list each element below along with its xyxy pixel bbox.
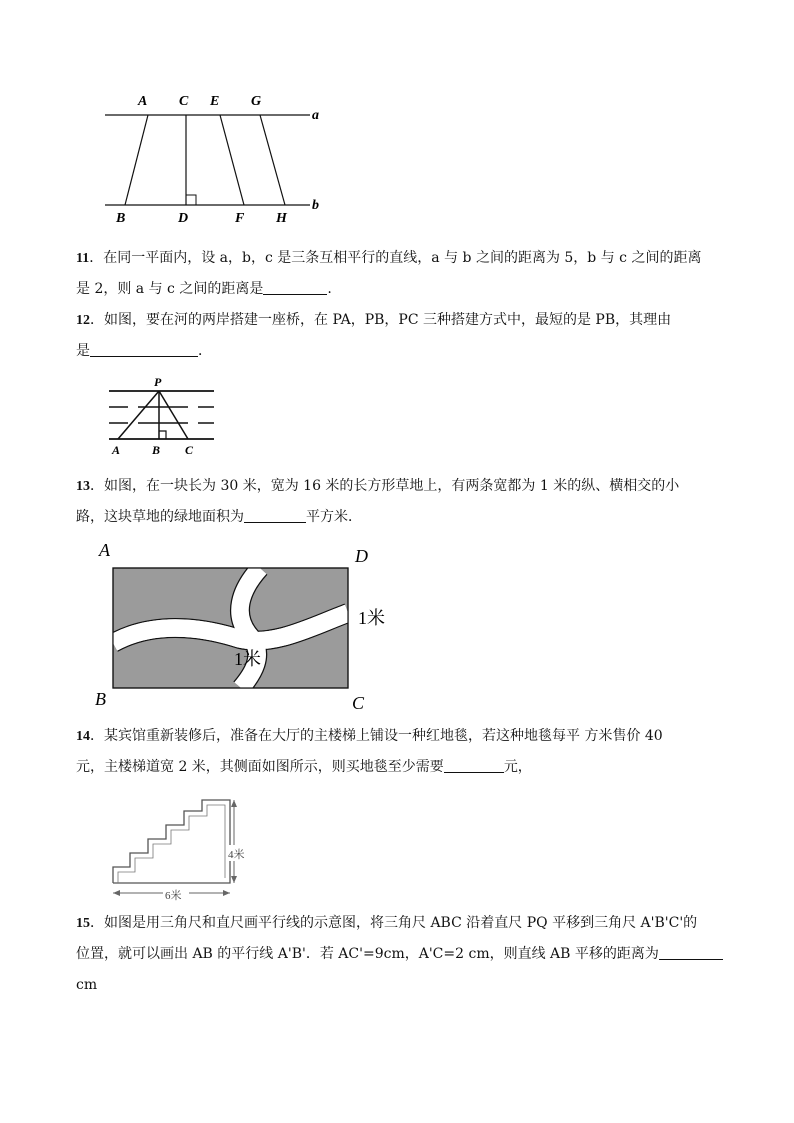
question-12 [76,305,716,367]
label-d-corner: D [355,546,368,566]
label-c-corner: C [352,693,365,713]
label-a-point: A [138,94,148,109]
question-number: 12 [76,313,90,328]
question-14 [76,721,716,783]
staircase-figure [108,795,258,905]
river-bridge-figure [104,372,219,460]
question-text: 是 [76,343,90,359]
lawn-paths-figure [90,535,430,715]
path-width-label: 1米 [358,608,385,628]
question-text: ． [198,343,212,359]
label-b-point: B [116,211,126,226]
label-a-point: A [112,443,121,457]
answer-blank[interactable] [263,293,327,295]
question-number: 13 [76,479,90,494]
question-text: 是 2，则 a 与 c 之间的距离是 [76,281,264,297]
parallel-lines-figure [100,88,340,228]
label-g-point: G [251,94,262,109]
question-text: ．如图，要在河的两岸搭建一座桥，在 PA，PB，PC 三种搭建方式中，最短的是 PB，其理由 [90,312,672,328]
question-text: 平方米． [306,509,362,525]
path-width-label: 1米 [234,649,261,669]
question-13 [76,471,716,533]
question-text: ．如图，在一块长为 30 米，宽为 16 米的长方形草地上，有两条宽都为 1 米的纵、横相交的小 [90,478,680,494]
question-text: 位置，就可以画出 AB 的平行线 A'B'．若 AC'=9cm，A'C=2 cm，则直线 AB 平移的距离为 [76,946,659,962]
label-c-point: C [185,443,194,457]
question-text: ．在同一平面内，设 a，b，c 是三条互相平行的直线，a 与 b 之间的距离为 5，b 与 c 之间的距离 [89,250,702,266]
question-text: ．某宾馆重新装修后，准备在大厅的主楼梯上铺设一种红地毯，若这种地毯每平 方米售价 40 [90,728,663,744]
label-f-point: F [235,211,245,226]
answer-blank[interactable] [659,958,723,960]
label-b-point: B [152,443,161,457]
question-number: 14 [76,729,90,744]
question-15 [76,908,716,1001]
height-label: 4米 [228,849,245,861]
question-text: ．如图是用三角尺和直尺画平行线的示意图，将三角尺 ABC 沿着直尺 PQ 平移到三角尺 A'B'C'的 [90,915,698,931]
label-c-point: C [179,94,189,109]
answer-blank[interactable] [244,521,306,523]
label-h-point: H [276,211,287,226]
label-p-point: P [154,375,162,389]
label-line-b: b [312,198,319,213]
label-b-corner: B [95,689,106,709]
question-text: . [327,281,332,297]
question-text: 元，主楼梯道宽 2 米，其侧面如图所示，则买地毯至少需要 [76,759,444,775]
label-line-a: a [312,108,319,123]
question-text: 路，这块草地的绿地面积为 [76,509,244,525]
question-11 [76,243,716,305]
answer-blank[interactable] [444,771,504,773]
width-label: 6米 [165,890,182,902]
question-number: 15 [76,916,90,931]
question-number: 11 [76,251,90,266]
label-e-point: E [210,94,220,109]
question-text: 元， [503,759,532,775]
label-a-corner: A [99,540,110,560]
question-text: cm [76,977,98,993]
answer-blank[interactable] [90,355,198,357]
label-d-point: D [178,211,189,226]
